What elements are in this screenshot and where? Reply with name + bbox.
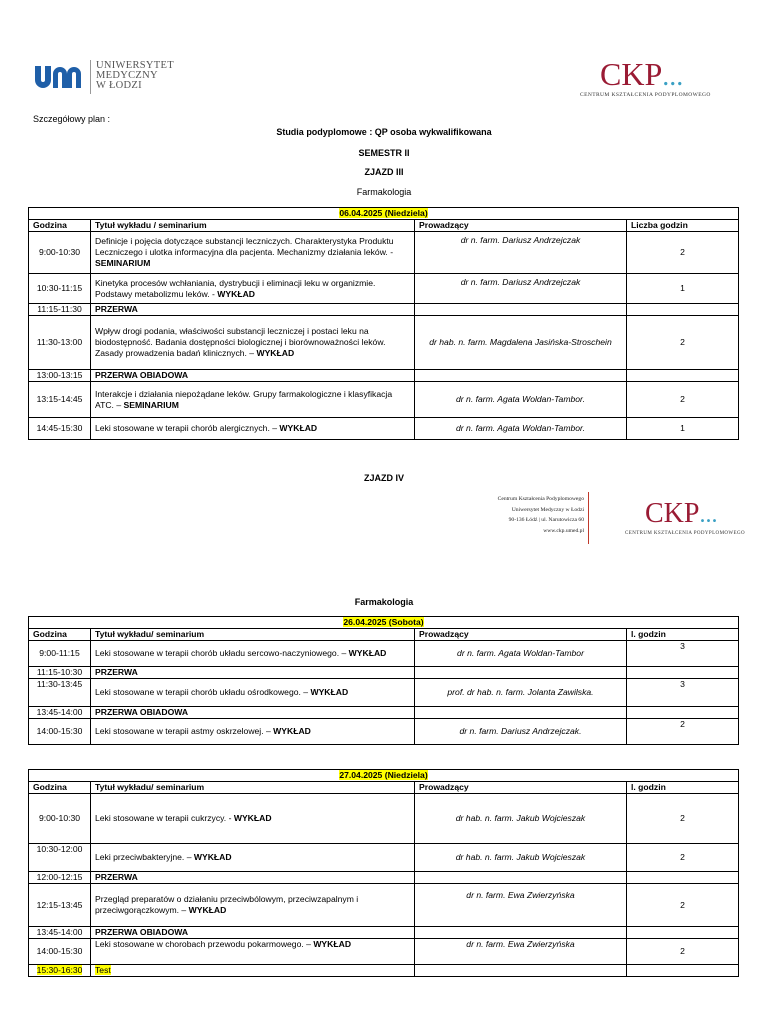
col-header: Liczba godzin [627, 220, 739, 232]
col-header: Prowadzący [415, 782, 627, 794]
hours-cell [627, 370, 739, 382]
hours-cell: 2 [627, 844, 739, 872]
col-header: Prowadzący [415, 220, 627, 232]
lecturer-cell [415, 304, 627, 316]
col-header: Prowadzący [415, 629, 627, 641]
lecturer-cell [415, 667, 627, 679]
um-logo-line: W ŁODZI [96, 80, 142, 91]
zjazd4-title: ZJAZD IV [363, 473, 404, 483]
hours-cell [627, 667, 739, 679]
subject2-title: Farmakologia [354, 597, 414, 607]
time-cell: 13:45-14:00 [29, 707, 91, 719]
table-row [29, 719, 739, 745]
subject1-title: Farmakologia [356, 187, 412, 197]
type-tag: WYKŁAD [348, 648, 387, 658]
col-header: Tytuł wykładu / seminarium [91, 220, 415, 232]
col-header: Godzina [29, 629, 91, 641]
address-line: 90-136 Łódź | ul. Narutowicza 60 [508, 517, 584, 523]
type-tag: WYKŁAD [188, 905, 227, 915]
type-tag: WYKŁAD [279, 423, 318, 433]
hours-cell: 3 [627, 679, 739, 707]
time-cell: 13:45-14:00 [29, 927, 91, 939]
date-band [29, 770, 739, 782]
type-tag: WYKŁAD [217, 288, 255, 299]
break-tag: PRZERWA [95, 872, 138, 882]
lecturer-cell: dr n. farm. Dariusz Andrzejczak [415, 232, 627, 274]
break-tag: PRZERWA OBIADOWA [95, 927, 189, 937]
title-text: Interakcje i działania niepożądane leków. Grupy farmakologiczne i klasyfikacja ATC. – [95, 388, 393, 410]
lecturer-cell [415, 872, 627, 884]
time-cell: 9:00-10:30 [29, 794, 91, 844]
um-logo-line: UNIWERSYTET [96, 60, 174, 71]
lecturer-cell: dr n. farm. Dariusz Andrzejczak. [415, 719, 627, 745]
time-cell: 9:00-10:30 [29, 232, 91, 274]
col-header: Godzina [29, 782, 91, 794]
title-text: Kinetyka procesów wchłaniania, dystrybucji i eliminacji leku w organizmie. Podstawy metabolizmu leków. - [95, 277, 376, 299]
table-row [29, 641, 739, 667]
time-cell: 10:30-12:00 [29, 844, 91, 872]
break-tag: PRZERWA OBIADOWA [95, 370, 189, 380]
time-cell: 13:15-14:45 [29, 382, 91, 418]
time-cell: 15:30-16:30 [36, 965, 83, 975]
title-text: Leki stosowane w terapii chorób alergicznych. – [95, 423, 280, 433]
date-label: 27.04.2025 (Niedziela) [339, 770, 428, 780]
table-row [29, 707, 739, 719]
title-text: Definicje i pojęcia dotyczące substancji leczniczych. Charakterystyka Produktu Leczniczego i ulotka informacyjna dla pacjenta. Mechanizmy działania leków. - [95, 236, 394, 257]
time-cell: 10:30-11:15 [29, 274, 91, 304]
ckp-logo-letters: CKP [645, 498, 700, 529]
table-row [29, 939, 739, 965]
time-cell: 14:00-15:30 [29, 939, 91, 965]
address-divider [588, 492, 589, 544]
type-tag: WYKŁAD [233, 813, 272, 823]
table-row [29, 667, 739, 679]
table-row [29, 232, 739, 274]
time-cell: 12:15-13:45 [29, 884, 91, 927]
time-cell: 12:00-12:15 [29, 872, 91, 884]
title-text: Leki stosowane w terapii cukrzycy. - [95, 813, 234, 823]
schedule-table-1 [28, 207, 739, 440]
table-row [29, 679, 739, 707]
address-line: www.ckp.umed.pl [543, 527, 584, 534]
table-row [29, 884, 739, 927]
hours-cell: 2 [627, 316, 739, 370]
time-cell: 14:00-15:30 [29, 719, 91, 745]
type-tag: WYKŁAD [193, 852, 232, 862]
zjazd3-title: ZJAZD III [364, 167, 404, 177]
type-tag: SEMINARIUM [123, 399, 179, 410]
lecturer-cell: dr hab. n. farm. Jakub Wojcieszak [415, 844, 627, 872]
lecturer-cell [415, 927, 627, 939]
hours-cell: 1 [627, 418, 739, 440]
table-row [29, 370, 739, 382]
address-line: Centrum Kształcenia Podyplomowego [497, 496, 584, 502]
table-row [29, 794, 739, 844]
program-title: Studia podyplomowe : QP osoba wykwalifikowana [276, 127, 492, 137]
um-logo-divider [90, 60, 91, 94]
table-row [29, 418, 739, 440]
title-text: Leki przeciwbakteryjne. – [95, 852, 194, 862]
lecturer-cell: dr n. farm. Agata Woldan-Tambor. [415, 418, 627, 440]
break-tag: PRZERWA OBIADOWA [95, 707, 189, 717]
title-text: Leki stosowane w terapii astmy oskrzelowej. – [95, 726, 274, 736]
um-logo-text [96, 61, 174, 91]
table-row [29, 316, 739, 370]
ckp-logo-letters: CKP [600, 56, 663, 92]
lecturer-cell [415, 965, 627, 977]
table-row [29, 872, 739, 884]
um-logo-mark-icon [33, 60, 89, 94]
time-cell: 11:30-13:45 [29, 679, 91, 707]
semester-title: SEMESTR II [358, 148, 410, 158]
break-tag: PRZERWA [95, 304, 138, 314]
col-header: Godzina [29, 220, 91, 232]
hours-cell: 2 [627, 719, 739, 745]
table-row [29, 844, 739, 872]
hours-cell [627, 927, 739, 939]
lecturer-cell: dr n. farm. Ewa Zwierzyńska [415, 939, 627, 965]
time-cell: 11:15-10:30 [29, 667, 91, 679]
date-band [29, 617, 739, 629]
col-header: Tytuł wykładu/ seminarium [91, 782, 415, 794]
ckp-logo-small [625, 498, 746, 540]
hours-cell: 3 [627, 641, 739, 667]
lecturer-cell: dr n. farm. Agata Woldan-Tambor [415, 641, 627, 667]
table-row [29, 382, 739, 418]
lecturer-cell [415, 370, 627, 382]
break-tag: PRZERWA [95, 667, 138, 677]
col-header: l. godzin [627, 629, 739, 641]
table-row [29, 965, 739, 977]
title-text: Przegląd preparatów o działaniu przeciwbólowym, przeciwzapalnym i przeciwgorączkowym. – [95, 894, 359, 915]
table-row [29, 274, 739, 304]
time-cell: 13:00-13:15 [29, 370, 91, 382]
time-cell: 9:00-11:15 [29, 641, 91, 667]
ckp-logo-dots: ... [699, 502, 718, 528]
lecturer-cell [415, 707, 627, 719]
ckp-logo-dots: ... [662, 61, 684, 92]
hours-cell [627, 965, 739, 977]
schedule-table-3 [28, 769, 739, 977]
hours-cell [627, 872, 739, 884]
type-tag: WYKŁAD [256, 348, 295, 358]
hours-cell [627, 304, 739, 316]
hours-cell: 2 [627, 232, 739, 274]
ckp-logo-subtitle: CENTRUM KSZTAŁCENIA PODYPLOMOWEGO [580, 92, 711, 98]
lecturer-cell: dr n. farm. Agata Woldan-Tambor. [415, 382, 627, 418]
title-text: Wpływ drogi podania, właściwości substancji leczniczej i postaci leku na biodostępność. Badania dostępności biologicznej i biorównoważności leków. Zasady prowadzenia badań klinicznych. – [95, 326, 386, 358]
hours-cell: 2 [627, 382, 739, 418]
date-band [29, 208, 739, 220]
plan-label: Szczegółowy plan : [33, 114, 111, 124]
type-tag: SEMINARIUM [95, 258, 151, 268]
col-header: l. godzin [627, 782, 739, 794]
schedule-table-2 [28, 616, 739, 745]
lecturer-cell: dr hab. n. farm. Magdalena Jasińska-Stroschein [415, 316, 627, 370]
table-row [29, 927, 739, 939]
time-cell: 11:15-11:30 [29, 304, 91, 316]
type-tag: WYKŁAD [273, 726, 311, 736]
address-block [440, 494, 584, 536]
title-text: Leki stosowane w terapii chorób układu sercowo-naczyniowego. – [95, 648, 349, 658]
address-line: Uniwersytet Medyczny w Łodzi [511, 506, 584, 513]
type-tag: WYKŁAD [310, 687, 349, 697]
lecturer-cell: dr n. farm. Ewa Zwierzyńska [415, 884, 627, 927]
title-text: Leki stosowane w terapii chorób układu ośrodkowego. – [95, 687, 311, 697]
time-cell: 11:30-13:00 [29, 316, 91, 370]
time-cell: 14:45-15:30 [29, 418, 91, 440]
date-label: 06.04.2025 (Niedziela) [339, 208, 428, 218]
hours-cell: 2 [627, 884, 739, 927]
table-row [29, 304, 739, 316]
lecturer-cell: dr hab. n. farm. Jakub Wojcieszak [415, 794, 627, 844]
lecturer-cell: prof. dr hab. n. farm. Jolanta Zawilska. [415, 679, 627, 707]
ckp-logo-subtitle: CENTRUM KSZTAŁCENIA PODYPLOMOWEGO [625, 531, 746, 536]
date-label: 26.04.2025 (Sobota) [343, 617, 424, 627]
hours-cell: 2 [627, 794, 739, 844]
col-header: Tytuł wykładu/ seminarium [91, 629, 415, 641]
type-tag: WYKŁAD [313, 939, 352, 949]
title-text: Test [95, 965, 111, 975]
um-logo-line: MEDYCZNY [96, 70, 158, 81]
hours-cell: 1 [627, 274, 739, 304]
title-text: Leki stosowane w chorobach przewodu pokarmowego. – [95, 939, 314, 949]
ckp-logo [578, 56, 711, 102]
um-logo [33, 60, 183, 100]
hours-cell: 2 [627, 939, 739, 965]
hours-cell [627, 707, 739, 719]
lecturer-cell: dr n. farm. Dariusz Andrzejczak [415, 274, 627, 304]
